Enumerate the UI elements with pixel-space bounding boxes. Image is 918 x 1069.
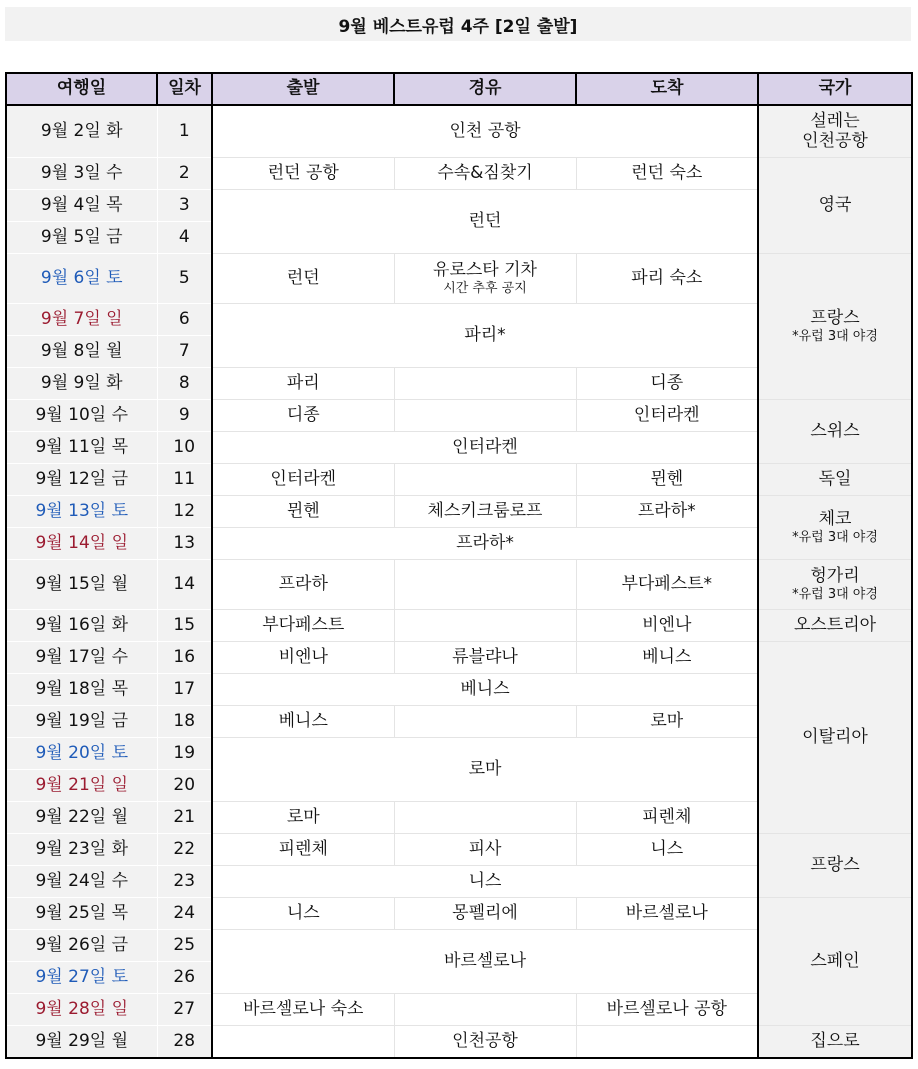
- day-cell: 9: [157, 400, 212, 432]
- country-cell: [758, 254, 912, 400]
- route-cell: 인터라켄: [212, 432, 758, 464]
- day-cell: 6: [157, 304, 212, 336]
- day-cell: 17: [157, 674, 212, 706]
- date-cell: 9월 3일 수: [6, 158, 157, 190]
- date-cell: 9월 25일 목: [6, 898, 157, 930]
- day-cell: 3: [157, 190, 212, 222]
- via-note: 시간 추후 공지: [443, 280, 527, 296]
- country-name: 헝가리: [810, 565, 860, 586]
- country-cell: 스위스: [758, 400, 912, 464]
- departure-cell: 런던 공항: [212, 158, 394, 190]
- arrival-cell: 바르셀로나 공항: [576, 994, 758, 1026]
- day-cell: 15: [157, 610, 212, 642]
- departure-cell: 피렌체: [212, 834, 394, 866]
- departure-cell: 로마: [212, 802, 394, 834]
- day-cell: 23: [157, 866, 212, 898]
- via-cell: 피사: [394, 834, 576, 866]
- date-cell: 9월 16일 화: [6, 610, 157, 642]
- departure-cell: 니스: [212, 898, 394, 930]
- day-cell: 1: [157, 105, 212, 158]
- day-cell: 10: [157, 432, 212, 464]
- date-cell: 9월 19일 금: [6, 706, 157, 738]
- date-cell: 9월 29일 월: [6, 1026, 157, 1059]
- date-cell: 9월 10일 수: [6, 400, 157, 432]
- table-row: [6, 254, 912, 304]
- header-country: 국가: [758, 73, 912, 105]
- departure-cell: 파리: [212, 368, 394, 400]
- via-cell: 인천공항: [394, 1026, 576, 1059]
- arrival-cell: 비엔나: [576, 610, 758, 642]
- day-cell: 21: [157, 802, 212, 834]
- day-cell: 27: [157, 994, 212, 1026]
- route-cell: 파리*: [212, 304, 758, 368]
- day-cell: 22: [157, 834, 212, 866]
- departure-cell: 프라하: [212, 560, 394, 610]
- day-cell: 16: [157, 642, 212, 674]
- table-row: [6, 1026, 912, 1059]
- country-cell: [758, 105, 912, 158]
- table-row: [6, 610, 912, 642]
- arrival-cell: 인터라켄: [576, 400, 758, 432]
- itinerary-table: [5, 72, 913, 1059]
- header-arrival: 도착: [576, 73, 758, 105]
- table-row: [6, 105, 912, 158]
- country-cell: 집으로: [758, 1026, 912, 1059]
- page-title: 9월 베스트유럽 4주 [2일 출발]: [5, 7, 911, 41]
- date-cell: 9월 6일 토: [6, 254, 157, 304]
- country-name-2: 인천공항: [802, 130, 868, 151]
- table-row: [6, 158, 912, 190]
- day-cell: 5: [157, 254, 212, 304]
- country-cell: [758, 560, 912, 610]
- day-cell: 4: [157, 222, 212, 254]
- via-cell: [394, 254, 576, 304]
- day-cell: 13: [157, 528, 212, 560]
- arrival-cell: 파리 숙소: [576, 254, 758, 304]
- date-cell: 9월 22일 월: [6, 802, 157, 834]
- date-cell: 9월 18일 목: [6, 674, 157, 706]
- route-cell: 런던: [212, 190, 758, 254]
- date-cell: 9월 7일 일: [6, 304, 157, 336]
- via-cell: [394, 368, 576, 400]
- date-cell: 9월 8일 월: [6, 336, 157, 368]
- country-cell: 이탈리아: [758, 642, 912, 834]
- via-cell: [394, 560, 576, 610]
- country-note: *유럽 3대 야경: [792, 328, 878, 344]
- country-cell: 독일: [758, 464, 912, 496]
- via-cell: [394, 610, 576, 642]
- date-cell: 9월 5일 금: [6, 222, 157, 254]
- departure-cell: 디종: [212, 400, 394, 432]
- day-cell: 2: [157, 158, 212, 190]
- table-row: [6, 898, 912, 930]
- day-cell: 24: [157, 898, 212, 930]
- date-cell: 9월 21일 일: [6, 770, 157, 802]
- arrival-cell: 니스: [576, 834, 758, 866]
- route-cell: 로마: [212, 738, 758, 802]
- via-cell: [394, 802, 576, 834]
- country-note: *유럽 3대 야경: [792, 586, 878, 602]
- day-cell: 12: [157, 496, 212, 528]
- date-cell: 9월 12일 금: [6, 464, 157, 496]
- day-cell: 7: [157, 336, 212, 368]
- table-row: [6, 560, 912, 610]
- table-row: [6, 834, 912, 866]
- header-via: 경유: [394, 73, 576, 105]
- date-cell: 9월 27일 토: [6, 962, 157, 994]
- country-cell: 영국: [758, 158, 912, 254]
- date-cell: 9월 4일 목: [6, 190, 157, 222]
- arrival-cell: 디종: [576, 368, 758, 400]
- via-cell: [394, 706, 576, 738]
- date-cell: 9월 26일 금: [6, 930, 157, 962]
- date-cell: 9월 17일 수: [6, 642, 157, 674]
- day-cell: 8: [157, 368, 212, 400]
- departure-cell: 뮌헨: [212, 496, 394, 528]
- header-date: 여행일: [6, 73, 157, 105]
- day-cell: 11: [157, 464, 212, 496]
- date-cell: 9월 13일 토: [6, 496, 157, 528]
- departure-cell: 런던: [212, 254, 394, 304]
- country-cell: 프랑스: [758, 834, 912, 898]
- arrival-cell: 로마: [576, 706, 758, 738]
- arrival-cell: 프라하*: [576, 496, 758, 528]
- departure-cell: [212, 1026, 394, 1059]
- date-cell: 9월 23일 화: [6, 834, 157, 866]
- route-cell: 인천 공항: [212, 105, 758, 158]
- route-cell: 바르셀로나: [212, 930, 758, 994]
- country-note: *유럽 3대 야경: [792, 529, 878, 545]
- day-cell: 28: [157, 1026, 212, 1059]
- departure-cell: 베니스: [212, 706, 394, 738]
- country-name: 체코: [818, 508, 852, 529]
- day-cell: 25: [157, 930, 212, 962]
- arrival-cell: 런던 숙소: [576, 158, 758, 190]
- table-row: [6, 400, 912, 432]
- route-cell: 프라하*: [212, 528, 758, 560]
- country-cell: [758, 496, 912, 560]
- arrival-cell: [576, 1026, 758, 1059]
- arrival-cell: 뮌헨: [576, 464, 758, 496]
- departure-cell: 비엔나: [212, 642, 394, 674]
- date-cell: 9월 24일 수: [6, 866, 157, 898]
- departure-cell: 부다페스트: [212, 610, 394, 642]
- departure-cell: 바르셀로나 숙소: [212, 994, 394, 1026]
- date-cell: 9월 20일 토: [6, 738, 157, 770]
- arrival-cell: 피렌체: [576, 802, 758, 834]
- arrival-cell: 바르셀로나: [576, 898, 758, 930]
- day-cell: 20: [157, 770, 212, 802]
- table-row: [6, 464, 912, 496]
- route-cell: 니스: [212, 866, 758, 898]
- header-day: 일차: [157, 73, 212, 105]
- via-label: 유로스타 기차: [433, 259, 537, 280]
- via-cell: 류블랴나: [394, 642, 576, 674]
- via-cell: 몽펠리에: [394, 898, 576, 930]
- country-name: 프랑스: [810, 307, 860, 328]
- date-cell: 9월 9일 화: [6, 368, 157, 400]
- via-cell: [394, 400, 576, 432]
- country-cell: 스페인: [758, 898, 912, 1026]
- table-row: [6, 496, 912, 528]
- arrival-cell: 베니스: [576, 642, 758, 674]
- via-cell: 체스키크룸로프: [394, 496, 576, 528]
- day-cell: 18: [157, 706, 212, 738]
- date-cell: 9월 15일 월: [6, 560, 157, 610]
- arrival-cell: 부다페스트*: [576, 560, 758, 610]
- country-cell: 오스트리아: [758, 610, 912, 642]
- date-cell: 9월 11일 목: [6, 432, 157, 464]
- table-row: [6, 642, 912, 674]
- header-departure: 출발: [212, 73, 394, 105]
- day-cell: 26: [157, 962, 212, 994]
- route-cell: 베니스: [212, 674, 758, 706]
- date-cell: 9월 28일 일: [6, 994, 157, 1026]
- country-name: 설레는: [810, 111, 860, 132]
- header-row: [6, 73, 912, 105]
- via-cell: 수속&짐찾기: [394, 158, 576, 190]
- via-cell: [394, 464, 576, 496]
- day-cell: 19: [157, 738, 212, 770]
- via-cell: [394, 994, 576, 1026]
- day-cell: 14: [157, 560, 212, 610]
- date-cell: 9월 2일 화: [6, 105, 157, 158]
- date-cell: 9월 14일 일: [6, 528, 157, 560]
- departure-cell: 인터라켄: [212, 464, 394, 496]
